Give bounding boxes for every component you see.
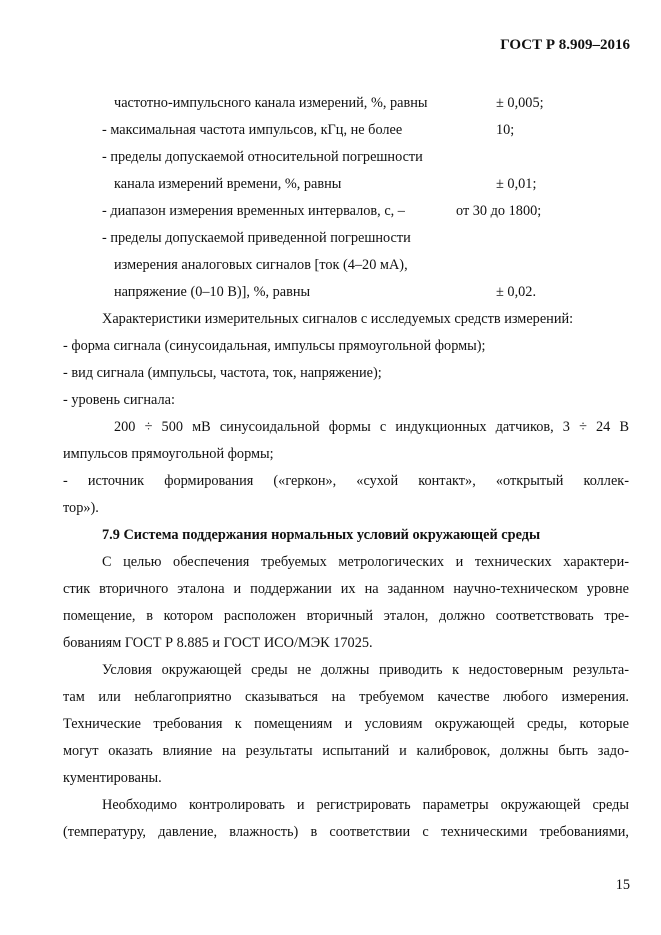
paragraph-text: помещение, в котором расположен вторичный эталон, должно соответствовать тре- — [63, 608, 629, 624]
spec-line-text: - диапазон измерения временных интервалов, с, – — [102, 203, 405, 219]
paragraph-line — [63, 742, 629, 760]
spec-line-text: - пределы допускаемой приведенной погрешности — [102, 230, 411, 246]
signals-heading: Характеристики измерительных сигналов с исследуемых средств измерений: — [102, 311, 574, 327]
signals-level-detail-cont: импульсов прямоугольной формы; — [63, 446, 274, 462]
paragraph-line — [63, 823, 629, 841]
paragraph-text: (температуру, давление, влажность) в соответствии с техническими требованиями, — [63, 824, 629, 840]
signals-source-cont: тор»). — [63, 500, 99, 516]
spec-line-value: 10; — [496, 122, 515, 138]
paragraph-line — [102, 661, 629, 679]
signals-form: - форма сигнала (синусоидальная, импульсы прямоугольной формы); — [63, 338, 486, 354]
paragraph-text: С целью обеспечения требуемых метрологических и технических характери- — [102, 554, 629, 570]
spec-line-text: - пределы допускаемой относительной погрешности — [102, 149, 423, 165]
signals-source-text: - источник формирования («геркон», «сухой контакт», «открытый коллек- — [63, 473, 629, 489]
paragraph-line — [102, 553, 629, 571]
paragraph-line — [102, 796, 629, 814]
paragraph-text: бованиям ГОСТ Р 8.885 и ГОСТ ИСО/МЭК 17025. — [63, 635, 373, 651]
paragraph-text: Условия окружающей среды не должны приводить к недостоверным результа- — [102, 662, 629, 678]
paragraph-line — [63, 580, 629, 598]
spec-line-text: - максимальная частота импульсов, кГц, не более — [102, 122, 403, 138]
page-number: 15 — [615, 877, 630, 893]
paragraph-text: кументированы. — [63, 770, 162, 786]
paragraph-line — [63, 715, 629, 733]
spec-line-value: ± 0,01; — [496, 176, 537, 192]
paragraph-text: Необходимо контролировать и регистрировать параметры окружающей среды — [102, 797, 629, 813]
signals-source-line — [63, 472, 629, 490]
spec-line-value: от 30 до 1800; — [456, 203, 542, 219]
paragraph-text: могут оказать влияние на результаты испытаний и калибровок, должны быть задо- — [63, 743, 629, 759]
paragraph-line — [63, 607, 629, 625]
paragraph-text: стик вторичного эталона и поддержании их на заданном научно-техническом уровне — [63, 581, 629, 597]
spec-line-value: ± 0,005; — [496, 95, 544, 111]
spec-line-text: частотно-импульсного канала измерений, %, равны — [114, 95, 428, 111]
document-header: ГОСТ Р 8.909–2016 — [500, 37, 630, 53]
section-heading: 7.9 Система поддержания нормальных условий окружающей среды — [102, 527, 541, 543]
signals-type: - вид сигнала (импульсы, частота, ток, напряжение); — [63, 365, 382, 381]
spec-line-value: ± 0,02. — [496, 284, 537, 300]
signals-level-detail-line — [114, 418, 629, 436]
signals-level: - уровень сигнала: — [63, 392, 175, 408]
paragraph-text: Технические требования к помещениям и условиям окружающей среды, которые — [63, 716, 629, 732]
paragraph-text: там или неблагоприятно сказываться на требуемом качестве любого измерения. — [63, 689, 629, 705]
paragraph-line — [63, 688, 629, 706]
signals-level-detail-text: 200 ÷ 500 мВ синусоидальной формы с индукционных датчиков, 3 ÷ 24 В — [114, 419, 629, 435]
spec-line-text: напряжение (0–10 В)], %, равны — [114, 284, 311, 300]
spec-line-text: канала измерений времени, %, равны — [114, 176, 342, 192]
spec-line-text: измерения аналоговых сигналов [ток (4–20 мА), — [114, 257, 408, 273]
